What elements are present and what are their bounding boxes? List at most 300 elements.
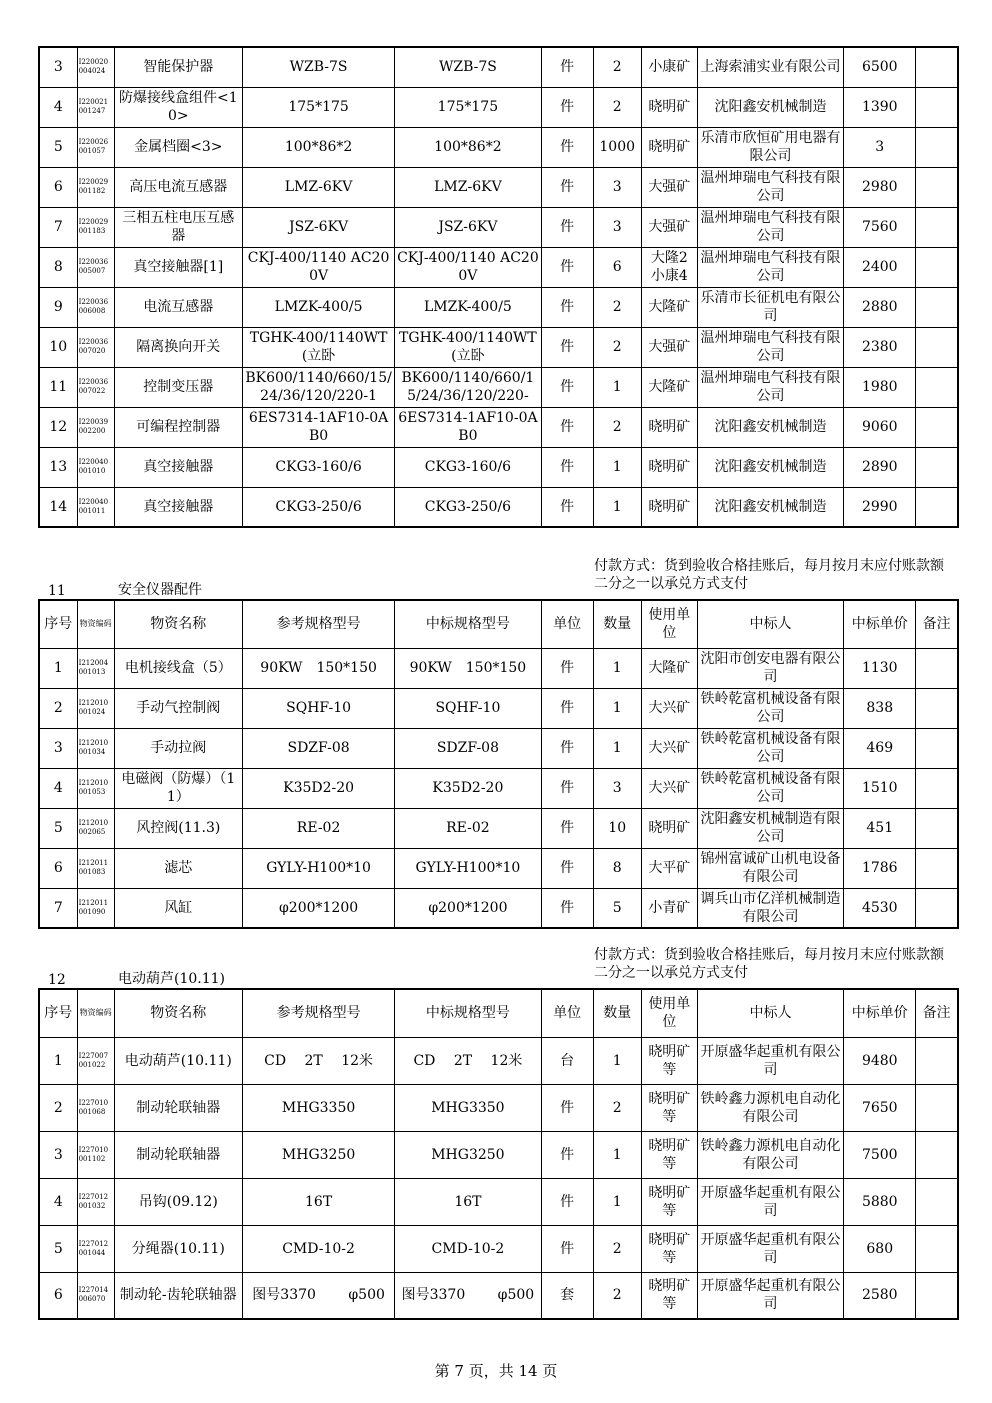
cell-name: 电机接线盒（5） bbox=[114, 648, 242, 688]
table-row bbox=[39, 648, 958, 688]
table-header-row bbox=[39, 989, 958, 1037]
cell-price: 2580 bbox=[844, 1272, 916, 1319]
cell-name: 电动葫芦(10.11) bbox=[114, 1037, 242, 1084]
cell-name: 风缸 bbox=[114, 888, 242, 928]
cell-remark bbox=[916, 247, 958, 287]
cell-bid-spec: TGHK-400/1140WT(立卧 bbox=[395, 327, 541, 367]
cell-ref-spec: K35D2-20 bbox=[242, 768, 394, 808]
cell-qty: 2 bbox=[593, 1084, 641, 1131]
table-header-row bbox=[39, 600, 958, 648]
cell-code: I220036 007020 bbox=[77, 327, 114, 367]
cell-seq: 7 bbox=[39, 207, 77, 247]
cell-bid-spec: MHG3250 bbox=[395, 1131, 541, 1178]
cell-seq: 3 bbox=[39, 1131, 77, 1178]
table-row bbox=[39, 287, 958, 327]
cell-code: I220021 001247 bbox=[77, 87, 114, 127]
cell-qty: 1 bbox=[593, 1131, 641, 1178]
cell-ref-spec: GYLY-H100*10 bbox=[242, 848, 394, 888]
cell-qty: 10 bbox=[593, 808, 641, 848]
cell-qty: 2 bbox=[593, 47, 641, 87]
cell-qty: 2 bbox=[593, 1272, 641, 1319]
cell-remark bbox=[916, 407, 958, 447]
cell-user: 晓明矿等 bbox=[641, 1272, 697, 1319]
cell-user: 晓明矿等 bbox=[641, 1037, 697, 1084]
cell-bid-spec: 6ES7314-1AF10-0AB0 bbox=[395, 407, 541, 447]
cell-seq: 4 bbox=[39, 87, 77, 127]
cell-unit: 件 bbox=[541, 287, 593, 327]
cell-qty: 1 bbox=[593, 688, 641, 728]
header-winner: 中标人 bbox=[697, 600, 843, 648]
cell-bid-spec: MHG3350 bbox=[395, 1084, 541, 1131]
table-row bbox=[39, 848, 958, 888]
cell-remark bbox=[916, 87, 958, 127]
cell-user: 大兴矿 bbox=[641, 728, 697, 768]
cell-winner: 沈阳鑫安机械制造 bbox=[697, 447, 843, 487]
cell-bid-spec: BK600/1140/660/15/24/36/120/220- bbox=[395, 367, 541, 407]
table-row bbox=[39, 247, 958, 287]
header-remark: 备注 bbox=[916, 600, 958, 648]
cell-code: I220040 001010 bbox=[77, 447, 114, 487]
cell-unit: 件 bbox=[541, 247, 593, 287]
header-user: 使用单位 bbox=[641, 989, 697, 1037]
cell-code: I212010 002065 bbox=[77, 808, 114, 848]
section-12-table-block bbox=[38, 988, 959, 1320]
cell-remark bbox=[916, 1131, 958, 1178]
section-number: 12 bbox=[48, 972, 66, 988]
cell-price: 6500 bbox=[844, 47, 916, 87]
cell-code: I220029 001182 bbox=[77, 167, 114, 207]
cell-price: 1510 bbox=[844, 768, 916, 808]
cell-winner: 沈阳鑫安机械制造 bbox=[697, 87, 843, 127]
cell-price: 4530 bbox=[844, 888, 916, 928]
cell-ref-spec: φ200*1200 bbox=[242, 888, 394, 928]
page-footer: 第 7 页，共 14 页 bbox=[434, 1362, 558, 1380]
table-row bbox=[39, 167, 958, 207]
cell-qty: 6 bbox=[593, 247, 641, 287]
cell-winner: 温州坤瑞电气科技有限公司 bbox=[697, 207, 843, 247]
cell-unit: 件 bbox=[541, 327, 593, 367]
table-row bbox=[39, 447, 958, 487]
section-12-table-body bbox=[39, 1037, 958, 1319]
cell-seq: 10 bbox=[39, 327, 77, 367]
cell-seq: 3 bbox=[39, 47, 77, 87]
cell-price: 451 bbox=[844, 808, 916, 848]
cell-seq: 6 bbox=[39, 848, 77, 888]
cell-code: I220036 007022 bbox=[77, 367, 114, 407]
table-row bbox=[39, 768, 958, 808]
section-title: 安全仪器配件 bbox=[118, 582, 202, 598]
cell-name: 真空接触器[1] bbox=[114, 247, 242, 287]
cell-code: I220039 002200 bbox=[77, 407, 114, 447]
cell-bid-spec: K35D2-20 bbox=[395, 768, 541, 808]
table-row bbox=[39, 207, 958, 247]
cell-qty: 1 bbox=[593, 648, 641, 688]
cell-winner: 铁岭乾富机械设备有限公司 bbox=[697, 728, 843, 768]
cell-winner: 上海索浦实业有限公司 bbox=[697, 47, 843, 87]
cell-code: I212004 001013 bbox=[77, 648, 114, 688]
cell-seq: 5 bbox=[39, 1225, 77, 1272]
cell-seq: 6 bbox=[39, 1272, 77, 1319]
cell-price: 2980 bbox=[844, 167, 916, 207]
cell-name: 控制变压器 bbox=[114, 367, 242, 407]
cell-winner: 乐清市欣恒矿用电器有限公司 bbox=[697, 127, 843, 167]
cell-qty: 1 bbox=[593, 728, 641, 768]
cell-remark bbox=[916, 648, 958, 688]
cell-price: 2990 bbox=[844, 487, 916, 527]
cell-bid-spec: 175*175 bbox=[395, 87, 541, 127]
cell-user: 大隆矿 bbox=[641, 367, 697, 407]
cell-winner: 开原盛华起重机有限公司 bbox=[697, 1037, 843, 1084]
header-ref-spec: 参考规格型号 bbox=[242, 600, 394, 648]
cell-seq: 1 bbox=[39, 1037, 77, 1084]
cell-name: 智能保护器 bbox=[114, 47, 242, 87]
cell-price: 2880 bbox=[844, 287, 916, 327]
cell-remark bbox=[916, 1225, 958, 1272]
cell-seq: 14 bbox=[39, 487, 77, 527]
cell-remark bbox=[916, 487, 958, 527]
cell-winner: 开原盛华起重机有限公司 bbox=[697, 1178, 843, 1225]
cell-unit: 件 bbox=[541, 808, 593, 848]
header-bid-spec: 中标规格型号 bbox=[395, 600, 541, 648]
cell-ref-spec: 图号3370 φ500 bbox=[242, 1272, 394, 1319]
cell-bid-spec: CKJ-400/1140 AC200V bbox=[395, 247, 541, 287]
cell-unit: 件 bbox=[541, 127, 593, 167]
cell-price: 2890 bbox=[844, 447, 916, 487]
cell-remark bbox=[916, 728, 958, 768]
payment-terms: 付款方式：货到验收合格挂账后，每月按月末应付账款额二分之一以承兑方式支付 bbox=[594, 558, 944, 592]
cell-remark bbox=[916, 287, 958, 327]
cell-name: 手动气控制阀 bbox=[114, 688, 242, 728]
cell-price: 1390 bbox=[844, 87, 916, 127]
cell-winner: 乐清市长征机电有限公司 bbox=[697, 287, 843, 327]
cell-seq: 13 bbox=[39, 447, 77, 487]
cell-ref-spec: MHG3250 bbox=[242, 1131, 394, 1178]
cell-remark bbox=[916, 848, 958, 888]
cell-name: 金属档圈<3> bbox=[114, 127, 242, 167]
cell-ref-spec: LMZK-400/5 bbox=[242, 287, 394, 327]
cell-ref-spec: 175*175 bbox=[242, 87, 394, 127]
cell-user: 晓明矿等 bbox=[641, 1084, 697, 1131]
header-name: 物资名称 bbox=[114, 600, 242, 648]
table-row bbox=[39, 1272, 958, 1319]
cell-name: 分绳器(10.11) bbox=[114, 1225, 242, 1272]
cell-remark bbox=[916, 888, 958, 928]
cell-bid-spec: CKG3-250/6 bbox=[395, 487, 541, 527]
cell-ref-spec: BK600/1140/660/15/24/36/120/220-1 bbox=[242, 367, 394, 407]
cell-qty: 3 bbox=[593, 207, 641, 247]
cell-winner: 沈阳市创安电器有限公司 bbox=[697, 648, 843, 688]
cell-winner: 沈阳鑫安机械制造 bbox=[697, 407, 843, 447]
cell-code: I220029 001183 bbox=[77, 207, 114, 247]
cell-winner: 沈阳鑫安机械制造有限公司 bbox=[697, 808, 843, 848]
cell-remark bbox=[916, 1084, 958, 1131]
cell-name: 隔离换向开关 bbox=[114, 327, 242, 367]
cell-code: I220026 001057 bbox=[77, 127, 114, 167]
header-seq: 序号 bbox=[39, 989, 77, 1037]
cell-winner: 铁岭鑫力源机电自动化有限公司 bbox=[697, 1131, 843, 1178]
cell-price: 1980 bbox=[844, 367, 916, 407]
cell-winner: 铁岭乾富机械设备有限公司 bbox=[697, 688, 843, 728]
cell-bid-spec: CD 2T 12米 bbox=[395, 1037, 541, 1084]
cell-qty: 1 bbox=[593, 447, 641, 487]
cell-bid-spec: LMZ-6KV bbox=[395, 167, 541, 207]
cell-name: 真空接触器 bbox=[114, 487, 242, 527]
cell-code: I212010 001053 bbox=[77, 768, 114, 808]
cell-bid-spec: 图号3370 φ500 bbox=[395, 1272, 541, 1319]
cell-unit: 件 bbox=[541, 848, 593, 888]
cell-bid-spec: RE-02 bbox=[395, 808, 541, 848]
header-ref-spec: 参考规格型号 bbox=[242, 989, 394, 1037]
cell-user: 晓明矿 bbox=[641, 407, 697, 447]
table-row bbox=[39, 1225, 958, 1272]
cell-winner: 温州坤瑞电气科技有限公司 bbox=[697, 247, 843, 287]
cell-winner: 锦州富诚矿山机电设备有限公司 bbox=[697, 848, 843, 888]
cell-unit: 件 bbox=[541, 367, 593, 407]
cell-seq: 12 bbox=[39, 407, 77, 447]
cell-ref-spec: TGHK-400/1140WT(立卧 bbox=[242, 327, 394, 367]
cell-user: 大兴矿 bbox=[641, 688, 697, 728]
cell-unit: 件 bbox=[541, 207, 593, 247]
table-row bbox=[39, 87, 958, 127]
cell-qty: 2 bbox=[593, 407, 641, 447]
cell-winner: 温州坤瑞电气科技有限公司 bbox=[697, 167, 843, 207]
cell-unit: 件 bbox=[541, 728, 593, 768]
cell-qty: 1000 bbox=[593, 127, 641, 167]
cell-unit: 件 bbox=[541, 1178, 593, 1225]
cell-remark bbox=[916, 688, 958, 728]
cell-qty: 2 bbox=[593, 327, 641, 367]
cell-code: I220020 004024 bbox=[77, 47, 114, 87]
header-qty: 数量 bbox=[593, 600, 641, 648]
cell-winner: 温州坤瑞电气科技有限公司 bbox=[697, 367, 843, 407]
header-price: 中标单价 bbox=[844, 600, 916, 648]
table-row bbox=[39, 1037, 958, 1084]
cell-remark bbox=[916, 47, 958, 87]
cell-qty: 3 bbox=[593, 768, 641, 808]
cell-ref-spec: RE-02 bbox=[242, 808, 394, 848]
cell-name: 电流互感器 bbox=[114, 287, 242, 327]
cell-bid-spec: 90KW 150*150 bbox=[395, 648, 541, 688]
header-unit: 单位 bbox=[541, 600, 593, 648]
cell-user: 大隆矿 bbox=[641, 287, 697, 327]
cell-code: I220036 005007 bbox=[77, 247, 114, 287]
cell-ref-spec: 6ES7314-1AF10-0AB0 bbox=[242, 407, 394, 447]
cell-ref-spec: 16T bbox=[242, 1178, 394, 1225]
cell-price: 838 bbox=[844, 688, 916, 728]
cell-qty: 1 bbox=[593, 487, 641, 527]
cell-remark bbox=[916, 167, 958, 207]
cell-remark bbox=[916, 768, 958, 808]
cell-name: 制动轮联轴器 bbox=[114, 1131, 242, 1178]
table-row bbox=[39, 688, 958, 728]
table-row bbox=[39, 808, 958, 848]
cell-ref-spec: CMD-10-2 bbox=[242, 1225, 394, 1272]
cell-qty: 5 bbox=[593, 888, 641, 928]
cell-unit: 套 bbox=[541, 1272, 593, 1319]
cell-price: 9480 bbox=[844, 1037, 916, 1084]
cell-name: 真空接触器 bbox=[114, 447, 242, 487]
header-qty: 数量 bbox=[593, 989, 641, 1037]
continued-table bbox=[38, 46, 959, 528]
table-row bbox=[39, 1178, 958, 1225]
cell-winner: 调兵山市亿洋机械制造有限公司 bbox=[697, 888, 843, 928]
cell-seq: 1 bbox=[39, 648, 77, 688]
cell-name: 风控阀(11.3) bbox=[114, 808, 242, 848]
cell-seq: 2 bbox=[39, 688, 77, 728]
cell-bid-spec: CKG3-160/6 bbox=[395, 447, 541, 487]
cell-code: I220040 001011 bbox=[77, 487, 114, 527]
cell-ref-spec: CD 2T 12米 bbox=[242, 1037, 394, 1084]
cell-code: I220036 006008 bbox=[77, 287, 114, 327]
cell-winner: 沈阳鑫安机械制造 bbox=[697, 487, 843, 527]
cell-unit: 件 bbox=[541, 487, 593, 527]
cell-bid-spec: 16T bbox=[395, 1178, 541, 1225]
cell-user: 小青矿 bbox=[641, 888, 697, 928]
header-remark: 备注 bbox=[916, 989, 958, 1037]
header-unit: 单位 bbox=[541, 989, 593, 1037]
cell-winner: 开原盛华起重机有限公司 bbox=[697, 1225, 843, 1272]
cell-unit: 台 bbox=[541, 1037, 593, 1084]
cell-user: 大隆矿 bbox=[641, 648, 697, 688]
cell-price: 9060 bbox=[844, 407, 916, 447]
cell-unit: 件 bbox=[541, 1225, 593, 1272]
cell-price: 2400 bbox=[844, 247, 916, 287]
cell-bid-spec: JSZ-6KV bbox=[395, 207, 541, 247]
cell-user: 晓明矿 bbox=[641, 808, 697, 848]
cell-code: I212011 001090 bbox=[77, 888, 114, 928]
table-row bbox=[39, 1084, 958, 1131]
header-winner: 中标人 bbox=[697, 989, 843, 1037]
cell-name: 制动轮-齿轮联轴器 bbox=[114, 1272, 242, 1319]
cell-code: I212010 001024 bbox=[77, 688, 114, 728]
section-title: 电动葫芦(10.11) bbox=[118, 971, 226, 987]
cell-user: 晓明矿等 bbox=[641, 1178, 697, 1225]
cell-ref-spec: 100*86*2 bbox=[242, 127, 394, 167]
cell-user: 晓明矿等 bbox=[641, 1225, 697, 1272]
cell-user: 大平矿 bbox=[641, 848, 697, 888]
header-code: 物资编码 bbox=[77, 989, 114, 1037]
cell-user: 小康矿 bbox=[641, 47, 697, 87]
table-row bbox=[39, 487, 958, 527]
section-11-header bbox=[38, 557, 959, 599]
cell-winner: 铁岭鑫力源机电自动化有限公司 bbox=[697, 1084, 843, 1131]
cell-name: 吊钩(09.12) bbox=[114, 1178, 242, 1225]
cell-seq: 5 bbox=[39, 808, 77, 848]
header-price: 中标单价 bbox=[844, 989, 916, 1037]
cell-bid-spec: WZB-7S bbox=[395, 47, 541, 87]
header-code: 物资编码 bbox=[77, 600, 114, 648]
table-row bbox=[39, 47, 958, 87]
cell-seq: 2 bbox=[39, 1084, 77, 1131]
header-seq: 序号 bbox=[39, 600, 77, 648]
cell-user: 大强矿 bbox=[641, 207, 697, 247]
cell-code: I227014 006070 bbox=[77, 1272, 114, 1319]
cell-ref-spec: JSZ-6KV bbox=[242, 207, 394, 247]
cell-qty: 2 bbox=[593, 1225, 641, 1272]
table-row bbox=[39, 728, 958, 768]
cell-unit: 件 bbox=[541, 447, 593, 487]
cell-unit: 件 bbox=[541, 1131, 593, 1178]
cell-remark bbox=[916, 127, 958, 167]
cell-user: 晓明矿等 bbox=[641, 1131, 697, 1178]
cell-user: 大兴矿 bbox=[641, 768, 697, 808]
cell-remark bbox=[916, 1272, 958, 1319]
cell-user: 晓明矿 bbox=[641, 127, 697, 167]
cell-ref-spec: MHG3350 bbox=[242, 1084, 394, 1131]
cell-winner: 温州坤瑞电气科技有限公司 bbox=[697, 327, 843, 367]
table-row bbox=[39, 127, 958, 167]
cell-bid-spec: φ200*1200 bbox=[395, 888, 541, 928]
cell-seq: 8 bbox=[39, 247, 77, 287]
table-row bbox=[39, 327, 958, 367]
cell-seq: 4 bbox=[39, 768, 77, 808]
cell-ref-spec: 90KW 150*150 bbox=[242, 648, 394, 688]
cell-qty: 8 bbox=[593, 848, 641, 888]
cell-name: 滤芯 bbox=[114, 848, 242, 888]
cell-bid-spec: SQHF-10 bbox=[395, 688, 541, 728]
table-row bbox=[39, 407, 958, 447]
cell-unit: 件 bbox=[541, 407, 593, 447]
header-user: 使用单位 bbox=[641, 600, 697, 648]
cell-remark bbox=[916, 808, 958, 848]
cell-name: 手动拉阀 bbox=[114, 728, 242, 768]
cell-price: 2380 bbox=[844, 327, 916, 367]
cell-bid-spec: LMZK-400/5 bbox=[395, 287, 541, 327]
cell-unit: 件 bbox=[541, 87, 593, 127]
cell-unit: 件 bbox=[541, 47, 593, 87]
cell-code: I227010 001102 bbox=[77, 1131, 114, 1178]
cell-unit: 件 bbox=[541, 1084, 593, 1131]
cell-ref-spec: CKG3-250/6 bbox=[242, 487, 394, 527]
cell-code: I227007 001022 bbox=[77, 1037, 114, 1084]
cell-qty: 2 bbox=[593, 87, 641, 127]
cell-seq: 6 bbox=[39, 167, 77, 207]
section-11-table-block bbox=[38, 599, 959, 929]
cell-price: 7560 bbox=[844, 207, 916, 247]
table-row bbox=[39, 367, 958, 407]
cell-code: I227012 001044 bbox=[77, 1225, 114, 1272]
cell-code: I212011 001083 bbox=[77, 848, 114, 888]
cell-ref-spec: WZB-7S bbox=[242, 47, 394, 87]
cell-remark bbox=[916, 447, 958, 487]
cell-bid-spec: CMD-10-2 bbox=[395, 1225, 541, 1272]
payment-terms: 付款方式：货到验收合格挂账后，每月按月末应付账款额二分之一以承兑方式支付 bbox=[594, 947, 944, 981]
cell-price: 3 bbox=[844, 127, 916, 167]
cell-qty: 1 bbox=[593, 367, 641, 407]
cell-winner: 铁岭乾富机械设备有限公司 bbox=[697, 768, 843, 808]
cell-user: 晓明矿 bbox=[641, 447, 697, 487]
cell-ref-spec: CKG3-160/6 bbox=[242, 447, 394, 487]
cell-seq: 7 bbox=[39, 888, 77, 928]
cell-name: 电磁阀（防爆）（11） bbox=[114, 768, 242, 808]
cell-name: 高压电流互感器 bbox=[114, 167, 242, 207]
cell-unit: 件 bbox=[541, 648, 593, 688]
cell-seq: 11 bbox=[39, 367, 77, 407]
cell-remark bbox=[916, 207, 958, 247]
continued-table-block bbox=[38, 46, 959, 528]
cell-ref-spec: SDZF-08 bbox=[242, 728, 394, 768]
cell-remark bbox=[916, 367, 958, 407]
cell-ref-spec: SQHF-10 bbox=[242, 688, 394, 728]
cell-unit: 件 bbox=[541, 688, 593, 728]
cell-qty: 2 bbox=[593, 287, 641, 327]
section-11-table-body bbox=[39, 648, 958, 928]
cell-bid-spec: SDZF-08 bbox=[395, 728, 541, 768]
cell-unit: 件 bbox=[541, 888, 593, 928]
section-number: 11 bbox=[48, 583, 66, 599]
cell-seq: 3 bbox=[39, 728, 77, 768]
cell-price: 5880 bbox=[844, 1178, 916, 1225]
